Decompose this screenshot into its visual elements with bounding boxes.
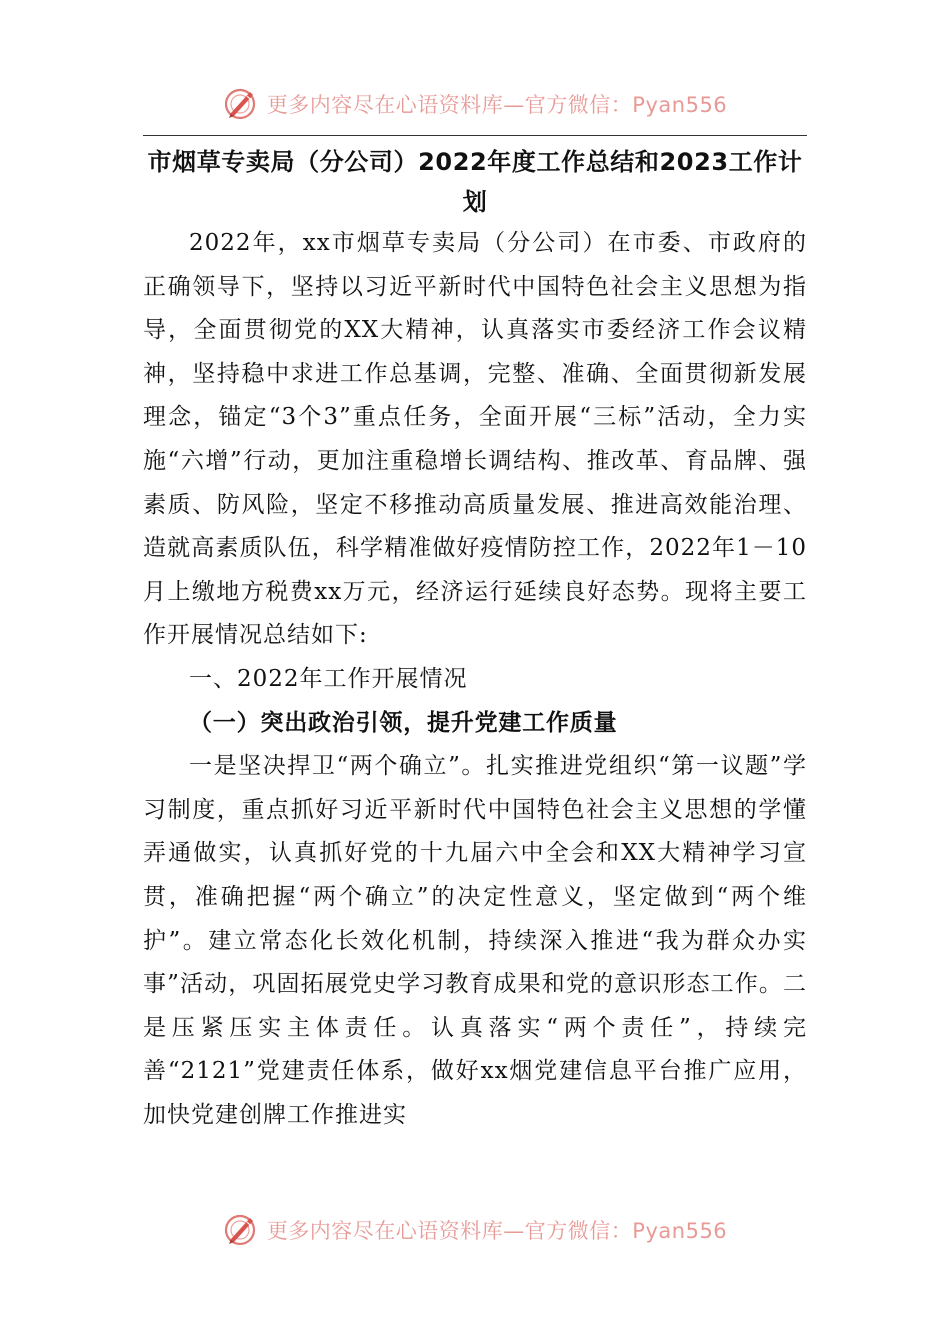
subsection-paragraph: 一是坚决捍卫“两个确立”。扎实推进党组织“第一议题”学习制度，重点抓好习近平新时代中国特色社会主义思想的学懂弄通做实，认真抓好党的十九届六中全会和XX大精神学习宣贯，准确把握“两个确立”的决定性意义，坚定做到“两个维护”。建立常态化长效化机制，持续深入推进“我为群众办实事”活动，巩固拓展党史学习教育成果和党的意识形态工作。二是压紧压实主体责任。认真落实“两个责任”，持续完善“2121”党建责任体系，做好xx烟党建信息平台推广应用，加快党建创牌工作推进实 [143,753,807,1128]
watermark-footer [0,1208,950,1252]
document-title: 市烟草专卖局（分公司）2022年度工作总结和2023工作计划 [147,148,803,216]
subsection-heading: （一）突出政治引领，提升党建工作质量 [189,709,618,736]
pen-logo-icon [223,1212,259,1248]
watermark-text: 更多内容尽在心语资料库—官方微信：Pyan556 [266,93,728,117]
intro-paragraph: 2022年，xx市烟草专卖局（分公司）在市委、市政府的正确领导下，坚持以习近平新时代中国特色社会主义思想为指导，全面贯彻党的XX大精神，认真落实市委经济工作会议精神，坚持稳中求进工作总基调，完整、准确、全面贯彻新发展理念，锚定“3个3”重点任务，全面开展“三标”活动，全力实施“六增”行动，更加注重稳增长调结构、推改革、育品牌、强素质、防风险，坚定不移推动高质量发展、推进高效能治理、造就高素质队伍，科学精准做好疫情防控工作，2022年1－10月上缴地方税费xx万元，经济运行延续良好态势。现将主要工作开展情况总结如下: [143,230,807,649]
document-body [143,140,807,1137]
watermark-header [0,82,950,126]
pen-logo-icon [223,86,259,122]
header-divider [143,135,807,136]
section-heading: 一、2022年工作开展情况 [189,665,468,692]
watermark-text: 更多内容尽在心语资料库—官方微信：Pyan556 [266,1219,728,1243]
